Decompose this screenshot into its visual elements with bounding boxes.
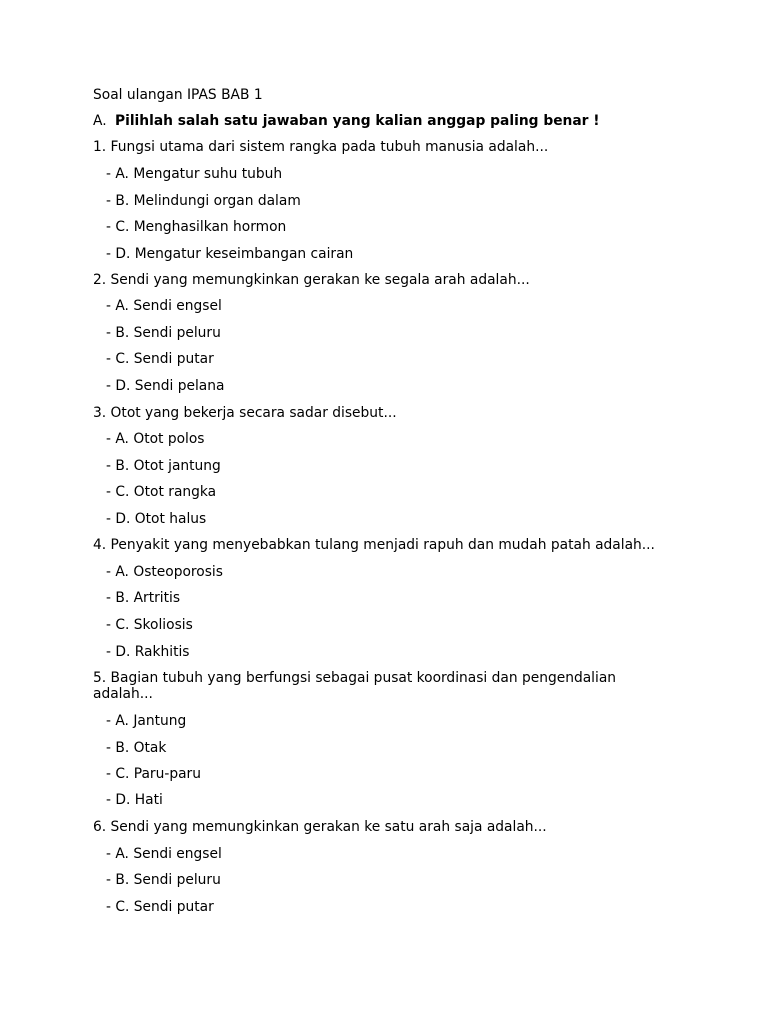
answer-option: - B. Melindungi organ dalam xyxy=(106,193,301,209)
answer-option: - D. Hati xyxy=(106,792,163,808)
answer-option: - C. Paru-paru xyxy=(106,766,201,782)
answer-option: - C. Menghasilkan hormon xyxy=(106,219,287,235)
answer-option: - D. Otot halus xyxy=(106,511,207,527)
document-title: Soal ulangan IPAS BAB 1 xyxy=(93,87,263,103)
answer-option: - B. Artritis xyxy=(106,590,181,606)
answer-option: - B. Sendi peluru xyxy=(106,325,221,341)
section-heading xyxy=(93,113,600,129)
answer-option: - A. Jantung xyxy=(106,713,187,729)
section-instruction: Pilihlah salah satu jawaban yang kalian anggap paling benar ! xyxy=(114,113,600,129)
section-label: A. xyxy=(93,113,107,129)
answer-option: - C. Skoliosis xyxy=(106,617,193,633)
answer-option: - D. Rakhitis xyxy=(106,644,190,660)
answer-option: - A. Mengatur suhu tubuh xyxy=(106,166,283,182)
question-text: 4. Penyakit yang menyebabkan tulang menjadi rapuh dan mudah patah adalah... xyxy=(93,537,655,553)
question-text: 5. Bagian tubuh yang berfungsi sebagai pusat koordinasi dan pengendalian adalah... xyxy=(93,670,617,702)
question-text: 1. Fungsi utama dari sistem rangka pada tubuh manusia adalah... xyxy=(93,139,549,155)
answer-option: - A. Otot polos xyxy=(106,431,205,447)
answer-option: - A. Sendi engsel xyxy=(106,298,222,314)
answer-option: - D. Sendi pelana xyxy=(106,378,225,394)
answer-option: - A. Sendi engsel xyxy=(106,846,222,862)
answer-option: - D. Mengatur keseimbangan cairan xyxy=(106,246,354,262)
answer-option: - A. Osteoporosis xyxy=(106,564,223,580)
question-text: 3. Otot yang bekerja secara sadar disebut... xyxy=(93,405,397,421)
answer-option: - C. Sendi putar xyxy=(106,351,214,367)
answer-option: - B. Otak xyxy=(106,740,167,756)
question-text: 6. Sendi yang memungkinkan gerakan ke satu arah saja adalah... xyxy=(93,819,547,835)
answer-option: - C. Otot rangka xyxy=(106,484,217,500)
answer-option: - C. Sendi putar xyxy=(106,899,214,915)
answer-option: - B. Sendi peluru xyxy=(106,872,221,888)
question-text: 2. Sendi yang memungkinkan gerakan ke segala arah adalah... xyxy=(93,272,530,288)
answer-option: - B. Otot jantung xyxy=(106,458,221,474)
